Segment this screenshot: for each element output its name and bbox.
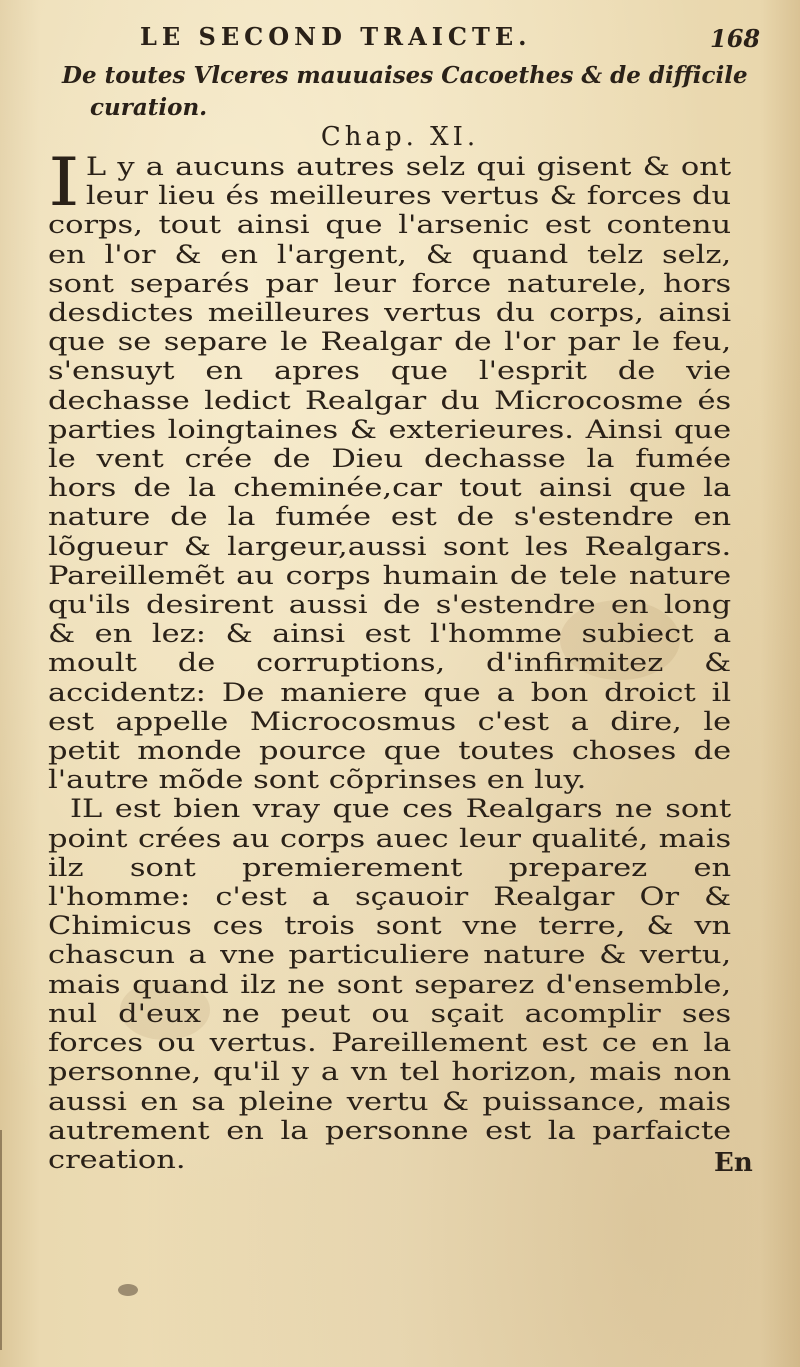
paragraph-2-text: IL est bien vray que ces Realgars ne sont point crées au corps auec leur qualité, mais ilz sont premierement preparez en l'homme: c'est a sçauoir Realgar Or & Chimicus ces trois sont vne terre, & vn chascun a vne particuliere nature & vertu, mais quand ilz ne sont separez d'ensemble, nul d'eux ne peut ou sçait acomplir ses forces ou vertus. Pareillement est ce en la personne, qu'il y a vn tel horizon, mais non aussi en sa pleine vertu & puissance, mais autrement en la personne est la parfaicte creation.	[48, 794, 732, 1174]
drop-cap: I	[48, 144, 80, 221]
paragraph-2	[48, 794, 731, 1174]
catchword: En	[714, 1148, 753, 1178]
chapter-title: Chap. XI.	[320, 122, 480, 152]
running-head-title: LE SECOND TRAICTE.	[140, 22, 532, 51]
heading-line-2: curation.	[90, 94, 208, 121]
ink-blot	[118, 1284, 138, 1296]
paragraph-1	[48, 144, 732, 795]
page-number: 168	[710, 24, 761, 53]
running-head	[0, 18, 800, 66]
binding-edge	[0, 1130, 32, 1350]
section-heading	[62, 60, 762, 124]
heading-line-1: De toutes Vlceres mauuaises Cacoethes & de difficile	[62, 62, 748, 89]
body-text	[48, 144, 732, 1174]
paragraph-1-text: L y a aucuns autres selz qui gisent & ont leur lieu és meilleures vertus & forces du corps, tout ainsi que l'arsenic est contenu en l'or & en l'argent, & quand telz selz, sont separés par leur force naturele, hors desdictes meilleures vertus du corps, ainsi que se separe le Realgar de l'or par le feu, s'ensuyt en apres que l'esprit de vie dechasse ledict Realgar du Microcosme és parties loingtaines & exterieures. Ainsi que le vent crée de Dieu dechasse la fumée hors de la cheminée,car tout ainsi que la nature de la fumée est de s'estendre en lõgueur & largeur,aussi sont les Realgars. Pareillemẽt au corps humain de tele nature qu'ils desirent aussi de s'estendre en long & en lez: & ainsi est l'homme subiect a moult de corruptions, d'infirmitez & accidentz: De maniere que a bon droict il est appelle Microcosmus c'est a dire, le petit monde pource que toutes choses de l'autre mõde sont cõprinses en luy.	[48, 152, 732, 795]
